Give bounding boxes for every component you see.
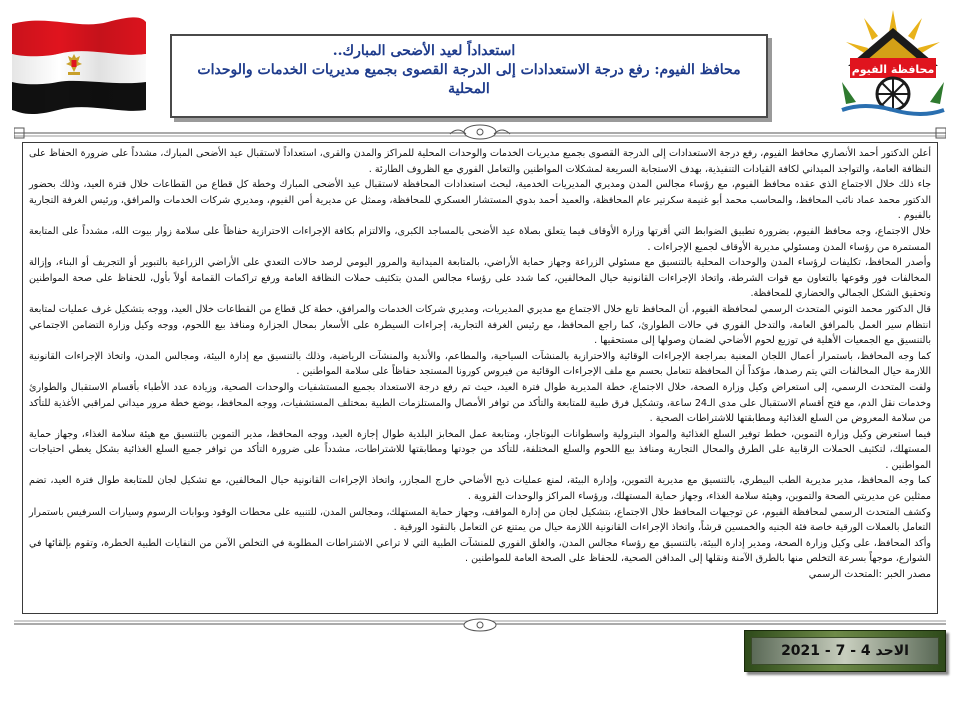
headline-line-2: محافظ الفيوم: رفع درجة الاستعدادات إلى الدرجة القصوى بجميع مديريات الخدمات والوحدات المحلية: [197, 62, 741, 97]
ornamental-border-top: [14, 124, 946, 140]
logo-text: محافظة الفيوم: [851, 63, 935, 76]
article-paragraph: جاء ذلك خلال الاجتماع الذي عقده محافظ الفيوم، مع رؤساء مجالس المدن ومديري المديريات الخدمية، لبحث استعدادات المحافظة لاستقبال عيد الأضحى المبارك وخطة كل قطاع من القطاعات خلال فترة العيد، وذلك بحضور الدكتور محمد عماد نائب المحافظ، والمحاسب محمد أبو غنيمة سكرتير عام المحافظة، والعميد أحمد بدوي المستشار العسكري للمحافظة، وممثل عن مديرية أمن الفيوم، ومديري شركات الخدمات والمرافق، ورئيس الغرفة التجارية بالفيوم .: [29, 179, 931, 222]
article-paragraph: وكشف المتحدث الرسمي لمحافظة الفيوم، عن توجيهات المحافظ خلال الاجتماع، بتشكيل لجان من إدارة المواقف، وجهاز حماية المستهلك، ومجالس المدن، للتنبيه على محطات الوقود وبوابات الرسوم وسيارات السرفيس باستمرار التعامل بالعملات الورقية خاصة فئة الجنيه والخمسين قرشاً، واتخاذ الإجراءات القانونية اللازمة حيال من يمتنع عن التعامل بالنقود الورقية .: [29, 506, 931, 534]
article-paragraph: خلال الاجتماع، وجه محافظ الفيوم، بضرورة تطبيق الضوابط التي أقرتها وزارة الأوقاف فيما يتعلق بصلاة عيد الأضحى بالمساجد الكبرى، والالتزام بكافة الإجراءات الاحترازية حفاظاً على سلامة زوار بيوت الله، مشدداً على المتابعة المستمرة من رؤساء المدن ومسئولي مديرية الأوقاف لجميع الإجراءات .: [29, 225, 931, 253]
date-banner: [744, 630, 946, 672]
news-source: مصدر الخبر :المتحدث الرسمي: [808, 569, 931, 581]
date-plate: [751, 637, 939, 665]
article-paragraph: كما وجه المحافظ، باستمرار أعمال اللجان المعنية بمراجعة الإجراءات الوقائية والاحترازية بالمنشآت السياحية، والمطاعم، والأندية والمنشآت الرياضية، وذلك بالتنسيق مع إدارة البيئة، ومجالس المدن، واتخاذ الإجراءات القانونية اللازمة حيال المخالفات التي يتم رصدها، مؤكداً أن المحافظة تتعامل بحسم مع ملف الإجراءات الوقائية من فيروس كورونا المستجد حفاظاً على سلامة المواطنين .: [29, 350, 931, 378]
article-paragraph: أعلن الدكتور أحمد الأنصاري محافظ الفيوم، رفع درجة الاستعدادات إلى الدرجة القصوى بجميع مديريات الخدمات والوحدات المحلية للمراكز والمدن والقرى، استعداداً لاستقبال عيد الأضحى المبارك، مشدداً على ضرورة الحفاظ على النظافة العامة، والتواجد الميداني لكافة القيادات التنفيذية، بهدف الاستجابة السريعة لمشكلات المواطنين والتعامل الفوري مع الظروف الطارئة .: [29, 148, 931, 175]
headline-line-1: استعداداً لعيد الأضحى المبارك..: [332, 43, 516, 59]
article-paragraph: فيما استعرض وكيل وزارة التموين، خطط توفير السلع الغذائية والمواد البترولية واسطوانات البوتاجاز، ومتابعة عمل المخابز البلدية طوال إجازة العيد، ووجه المحافظ، مدير التموين بالتنسيق مع هيئة سلامة الغذاء، وجهاز حماية المستهلك، لتكثيف الحملات الرقابية على الطرق والمحال التجارية ومنافذ بيع اللحوم والسلع المختلفة، للتأكد من جودتها ومطابقتها للاشتراطات، مشدداً على ضرورة التأكد من توافر جميع السلع الغذائية بشكل يغطي احتياجات المواطنين .: [29, 428, 931, 471]
article-paragraph: ولفت المتحدث الرسمي، إلى استعراض وكيل وزارة الصحة، خلال الاجتماع، خطة المديرية طوال فترة العيد، حيث تم رفع درجة الاستعداد بجميع المستشفيات والوحدات الصحية، وزيادة عدد الأطباء بأقسام الاستقبال والطوارئ وخدمات نقل الدم، مع فتح أقسام الاستقبال على مدى الـ24 ساعة، وتشكيل فرق طبية للمتابعة والتأكد من توافر الأمصال والمستلزمات الطبية بمختلف المستشفيات، ووجه المحافظ، بوضع خطة مرور ميداني لمراقبي الأغذية للتأكد من سلامة المعروض من السلع الغذائية ومطابقتها للاشتراطات الصحية .: [29, 381, 931, 425]
egypt-flag-icon: [8, 14, 150, 118]
publication-date: الاحد 4 - 7 - 2021: [781, 643, 909, 659]
ornamental-border-bottom: [14, 617, 946, 631]
article-paragraph: وأصدر المحافظ، تكليفات لرؤساء المدن والوحدات المحلية بالتنسيق مع مسئولي الزراعة وجهاز حماية الأراضي، بالمتابعة الميدانية والمرور اليومي لرصد حالات التعدي على الأراضي الزراعية بالتبوير أو التجريف أو البناء، وإزالة المخالفات فور وقوعها بالتعاون مع قوات الشرطة، واتخاذ الإجراءات القانونية حيال المخالفين، كما شدد على رؤساء مجالس المدن بتكثيف حملات النظافة العامة ورفع تراكمات القمامة أولاً بأول، للحفاظ على صحة المواطنين وتحقيق الشكل الجمالي والحضاري للمحافظة.: [29, 257, 931, 300]
article-body: [22, 142, 938, 614]
fayoum-governorate-logo-icon: [834, 6, 952, 116]
headline-box: [170, 34, 768, 118]
article-paragraph: كما وجه المحافظ، مدير مديرية الطب البيطري، بالتنسيق مع مديرية التموين، وإدارة البيئة، لمنع عمليات ذبح الأضاحي خارج المجازر، واتخاذ الإجراءات القانونية حيال المخالفين، مع تشكيل لجان للمتابعة طوال فترة العيد، تضم ممثلين عن مديريتي الصحة والتموين، وهيئة سلامة الغذاء، وجهاز حماية المستهلك، ورؤساء المراكز والوحدات القروية .: [29, 475, 931, 503]
article-paragraph: قال الدكتور محمد التوني المتحدث الرسمي لمحافظة الفيوم، أن المحافظ تابع خلال الاجتماع مع مديري المديريات، ومديري شركات الخدمات والمرافق، خطة كل قطاع من القطاعات خلال العيد، ووجه بتشكيل غرف عمليات لمتابعة انتظام سير العمل بالمرافق العامة، والتدخل الفوري في حالات الطوارئ، كما راجع المحافظ، مع رئيس الغرفة التجارية، إجراءات السيطرة على الأسعار بمحال الجزارة ومنافذ بيع اللحوم، ووجه وكيل وزارة التضامن الاجتماعي بالتنسيق مع الجمعيات الأهلية في توزيع لحوم الأضاحي لضمان وصولها إلى مستحقيها .: [29, 303, 931, 347]
article-paragraph: وأكد المحافظ، على وكيل وزارة الصحة، ومدير إدارة البيئة، بالتنسيق مع رؤساء مجالس المدن، والغلق الفوري للمنشآت الطبية التي لا تراعي الاشتراطات المطلوبة في التخلص الآمن من النفايات الطبية الخطرة، وتقوم بإلقائها في الشوارع، موجهاً بسرعة التخلص منها بالطرق الآمنة ونقلها إلى المدافن الصحية، للحفاظ على الصحة العامة للمواطنين .: [29, 537, 931, 565]
